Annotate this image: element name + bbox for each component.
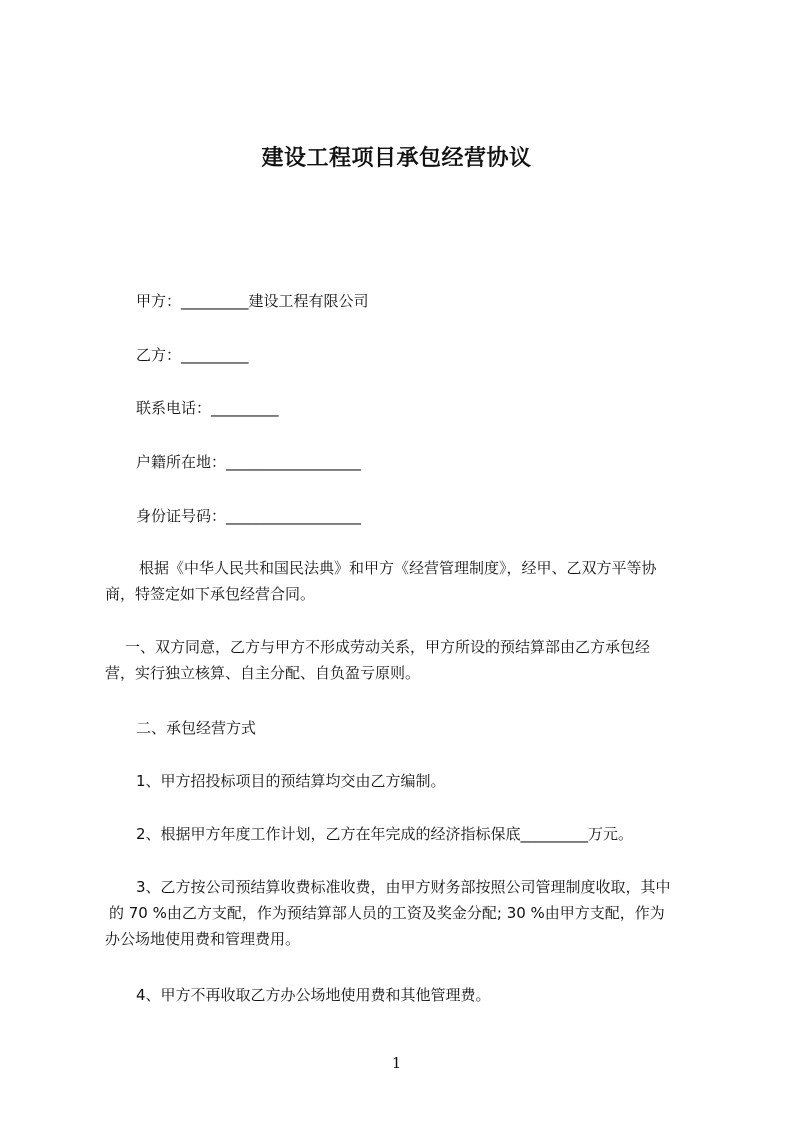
article-1-line: 营，实行独立核算、自主分配、自负盈亏原则。 [105,664,421,682]
article-1-paragraph [105,634,715,686]
article-1-line: 一、双方同意，乙方与甲方不形成劳动关系，甲方所设的预结算部由乙方承包经 [125,638,651,656]
phone-field: 联系电话：_________ [136,399,279,417]
residence-field: 户籍所在地：__________________ [136,453,362,471]
intro-paragraph [105,555,715,607]
item-3-line: 3、乙方按公司预结算收费标准收费，由甲方财务部按照公司管理制度收取，其中 [136,878,671,896]
item-3-line: 的 70 %由乙方支配，作为预结算部人员的工资及奖金分配; 30 %由甲方支配，作为 [109,904,665,922]
article-2-item-3 [105,874,715,952]
article-2-item-4: 4、甲方不再收取乙方办公场地使用费和其他管理费。 [136,986,491,1004]
id-number-field: 身份证号码：__________________ [136,507,362,525]
article-2-heading: 二、承包经营方式 [136,719,257,737]
article-2-item-2: 2、根据甲方年度工作计划，乙方在年完成的经济指标保底_________万元。 [136,825,634,843]
intro-line: 商，特签定如下承包经营合同。 [105,585,316,603]
document-title: 建设工程项目承包经营协议 [261,146,532,171]
party-b-field: 乙方：_________ [136,346,249,364]
party-a-field: 甲方：_________建设工程有限公司 [136,292,369,310]
page-number: 1 [391,1054,402,1072]
article-2-item-1: 1、甲方招投标项目的预结算均交由乙方编制。 [136,772,446,790]
intro-line: 根据《中华人民共和国民法典》和甲方《经营管理制度》，经甲、乙双方平等协 [139,559,657,577]
item-3-line: 办公场地使用费和管理费用。 [105,930,301,948]
